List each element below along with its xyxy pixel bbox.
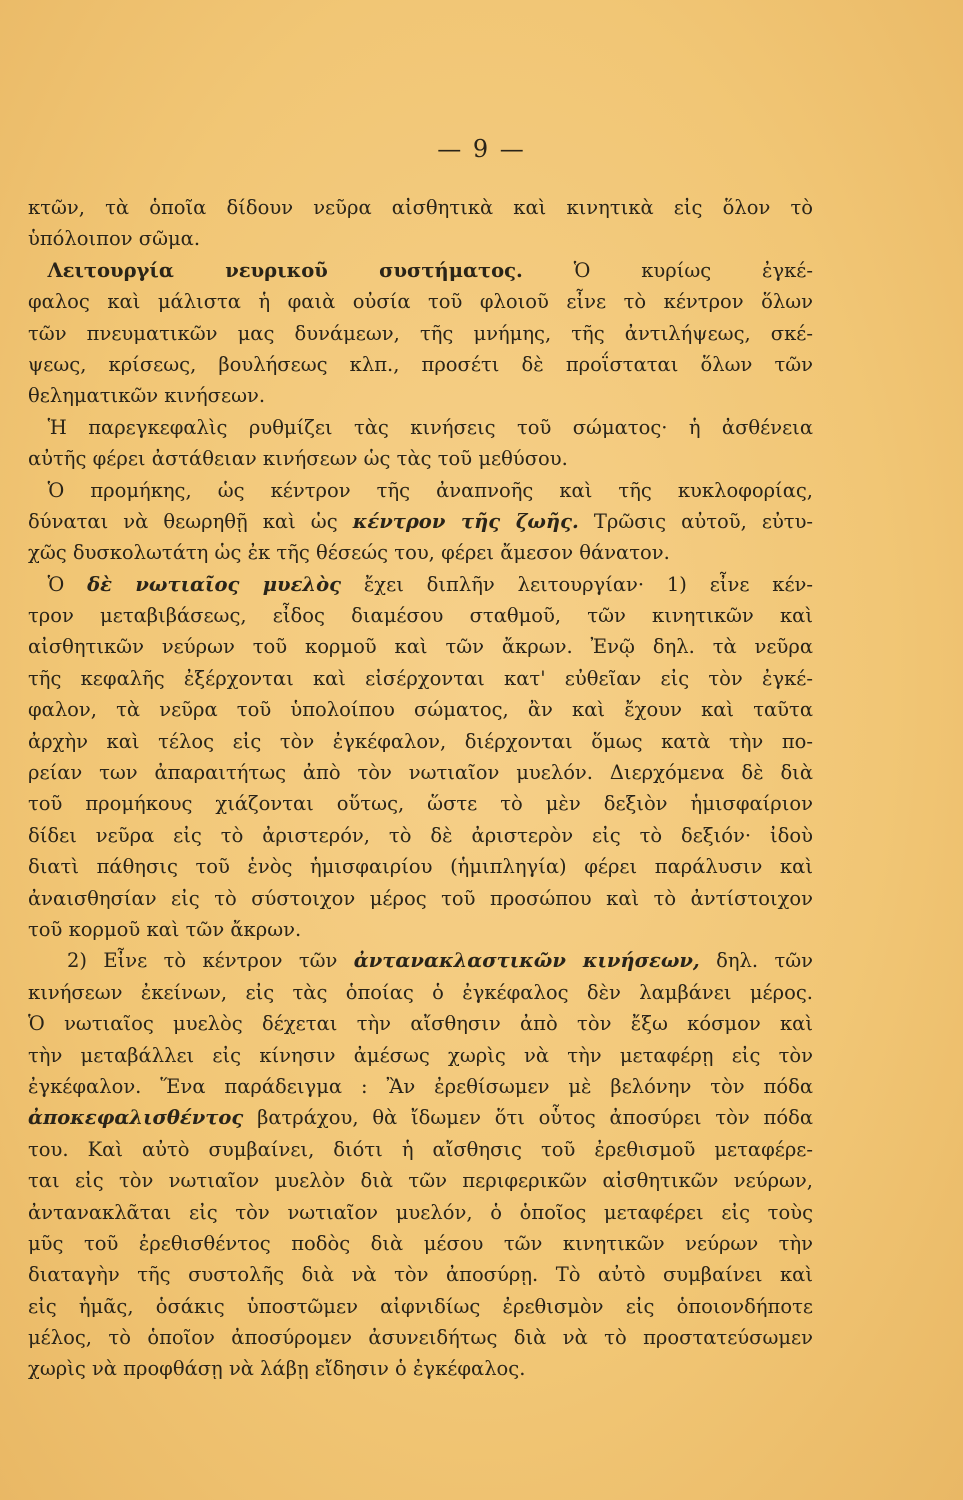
text-line: ἐγκέφαλον. Ἕνα παράδειγμα : Ἂν ἐρεθίσωμεν μὲ βελόνην τὸν πόδα	[28, 1074, 813, 1098]
text-run: Ὁ προμήκης, ὡς κέντρον τῆς ἀναπνοῆς καὶ τῆς κυκλοφορίας,	[47, 478, 813, 502]
text-run: 2) Εἶνε τὸ κέντρον τῶν	[67, 949, 338, 973]
text-line	[28, 945, 813, 976]
text-line: αὐτῆς φέρει ἀστάθειαν κινήσεων ὡς τὰς τοῦ μεθύσου.	[28, 447, 568, 471]
text-line: κτῶν, τὰ ὁποῖα δίδουν νεῦρα αἰσθητικὰ καὶ κινητικὰ εἰς ὅλον τὸ	[28, 196, 813, 219]
text-line: τῆς κεφαλῆς ἐξέρχονται καὶ εἰσέρχονται κατ' εὐθεῖαν εἰς τὸν ἐγκέ-	[28, 666, 813, 690]
text-line	[28, 506, 813, 537]
text-line: χῶς δυσκολωτάτη ὡς ἐκ τῆς θέσεώς του, φέρει ἄμεσον θάνατον.	[28, 541, 670, 565]
text-line: τοῦ προμήκους χιάζονται οὕτως, ὥστε τὸ μὲν δεξιὸν ἡμισφαίριον	[28, 792, 813, 816]
text-line: ἀρχὴν καὶ τέλος εἰς τὸν ἐγκέφαλον, διέρχονται ὅμως κατὰ τὴν πο-	[28, 729, 813, 753]
emphasis: δὲ νωτιαῖος μυελὸς	[87, 572, 341, 596]
text-line: ρείαν των ἀπαραιτήτως ἀπὸ τὸν νωτιαῖον μυελόν. Διερχόμενα δὲ διὰ	[28, 761, 813, 785]
text-run: δύναται νὰ θεωρηθῇ καὶ ὡς	[28, 509, 338, 533]
text-line: θεληματικῶν κινήσεων.	[28, 384, 266, 408]
text-line: διαταγὴν τῆς συστολῆς διὰ νὰ τὸν ἀποσύρῃ. Τὸ αὐτὸ συμβαίνει καὶ	[28, 1263, 813, 1287]
text-line: μῦς τοῦ ἐρεθισθέντος ποδὸς διὰ μέσου τῶν κινητικῶν νεύρων τὴν	[28, 1231, 813, 1255]
text-line: τρον μεταβιβάσεως, εἶδος διαμέσου σταθμοῦ, τῶν κινητικῶν καὶ	[28, 604, 813, 628]
text-run: Ὁ	[47, 572, 65, 596]
text-line: ἀντανακλᾶται εἰς τὸν νωτιαῖον μυελόν, ὁ ὁποῖος μεταφέρει εἰς τοὺς	[28, 1200, 813, 1224]
text-run: Ὁ κυρίως ἐγκέ-	[573, 258, 813, 282]
text-line: ἀναισθησίαν εἰς τὸ σύστοιχον μέρος τοῦ προσώπου καὶ τὸ ἀντίστοιχον	[28, 886, 813, 910]
emphasis: κέντρον τῆς ζωῆς.	[352, 509, 579, 533]
section-heading: Λειτουργία νευρικοῦ συστήματος.	[47, 258, 523, 282]
emphasis: ἀντανακλαστικῶν κινήσεων,	[353, 949, 700, 973]
paragraph	[28, 192, 813, 255]
text-line: ψεως, κρίσεως, βουλήσεως κλπ., προσέτι δὲ προΐσταται ὅλων τῶν	[28, 352, 813, 376]
paragraph	[28, 945, 813, 1384]
text-line	[28, 475, 813, 506]
text-line	[28, 569, 813, 600]
text-line: διατὶ πάθησις τοῦ ἑνὸς ἡμισφαιρίου (ἡμιπληγία) φέρει παράλυσιν καὶ	[28, 855, 813, 879]
text-line: φαλος καὶ μάλιστα ἡ φαιὰ οὐσία τοῦ φλοιοῦ εἶνε τὸ κέντρον ὅλων	[28, 290, 813, 314]
text-line	[28, 412, 813, 443]
text-line: Ὁ νωτιαῖος μυελὸς δέχεται τὴν αἴσθησιν ἀπὸ τὸν ἔξω κόσμον καὶ	[28, 1012, 813, 1036]
text-line: δίδει νεῦρα εἰς τὸ ἀριστερόν, τὸ δὲ ἀριστερὸν εἰς τὸ δεξιόν· ἰδοὺ	[28, 823, 813, 847]
text-line: του. Καὶ αὐτὸ συμβαίνει, διότι ἡ αἴσθησις τοῦ ἐρεθισμοῦ μεταφέρε-	[28, 1137, 813, 1161]
emphasis: ἀποκεφαλισθέντος	[28, 1106, 244, 1130]
text-line: αἰσθητικῶν νεύρων τοῦ κορμοῦ καὶ τῶν ἄκρων. Ἐνῷ δηλ. τὰ νεῦρα	[28, 635, 813, 659]
text-line: μέλος, τὸ ὁποῖον ἀποσύρομεν ἀσυνειδήτως διὰ νὰ τὸ προστατεύσωμεν	[28, 1326, 813, 1350]
text-line: εἰς ἡμᾶς, ὁσάκις ὑποστῶμεν αἰφνιδίως ἐρεθισμὸν εἰς ὁποιονδήποτε	[28, 1294, 813, 1318]
text-line	[28, 1102, 813, 1133]
text-line: τοῦ κορμοῦ καὶ τῶν ἄκρων.	[28, 917, 302, 941]
text-run: βατράχου, θὰ ἴδωμεν ὅτι οὗτος ἀποσύρει τὸν πόδα	[257, 1106, 813, 1130]
text-line: ὑπόλοιπον σῶμα.	[28, 227, 201, 251]
paragraph	[28, 569, 813, 946]
text-line: ται εἰς τὸν νωτιαῖον μυελὸν διὰ τῶν περιφερικῶν αἰσθητικῶν νεύρων,	[28, 1169, 813, 1193]
paragraph	[28, 255, 813, 412]
text-line: τῶν πνευματικῶν μας δυνάμεων, τῆς μνήμης, τῆς ἀντιλήψεως, σκέ-	[28, 321, 813, 345]
text-line	[28, 255, 813, 286]
body-text	[28, 192, 813, 1385]
text-line: φαλον, τὰ νεῦρα τοῦ ὑπολοίπου σώματος, ἂν καὶ ἔχουν καὶ ταῦτα	[28, 698, 813, 722]
text-run: δηλ. τῶν	[716, 949, 813, 973]
text-line: κινήσεων ἐκείνων, εἰς τὰς ὁποίας ὁ ἐγκέφαλος δὲν λαμβάνει μέρος.	[28, 980, 813, 1004]
text-run: Ἡ παρεγκεφαλὶς ρυθμίζει τὰς κινήσεις τοῦ σώματος· ἡ ἀσθένεια	[47, 415, 813, 439]
paragraph	[28, 412, 813, 475]
page-number: — 9 —	[437, 135, 526, 163]
text-line: τὴν μεταβάλλει εἰς κίνησιν ἀμέσως χωρὶς νὰ τὴν μεταφέρῃ εἰς τὸν	[28, 1043, 813, 1067]
text-line: χωρὶς νὰ προφθάσῃ νὰ λάβῃ εἴδησιν ὁ ἐγκέφαλος.	[28, 1357, 526, 1381]
text-run: ἔχει διπλῆν λειτουργίαν· 1) εἶνε κέν-	[363, 572, 813, 596]
paragraph	[28, 475, 813, 569]
text-run: Τρῶσις αὐτοῦ, εὐτυ-	[593, 509, 814, 533]
